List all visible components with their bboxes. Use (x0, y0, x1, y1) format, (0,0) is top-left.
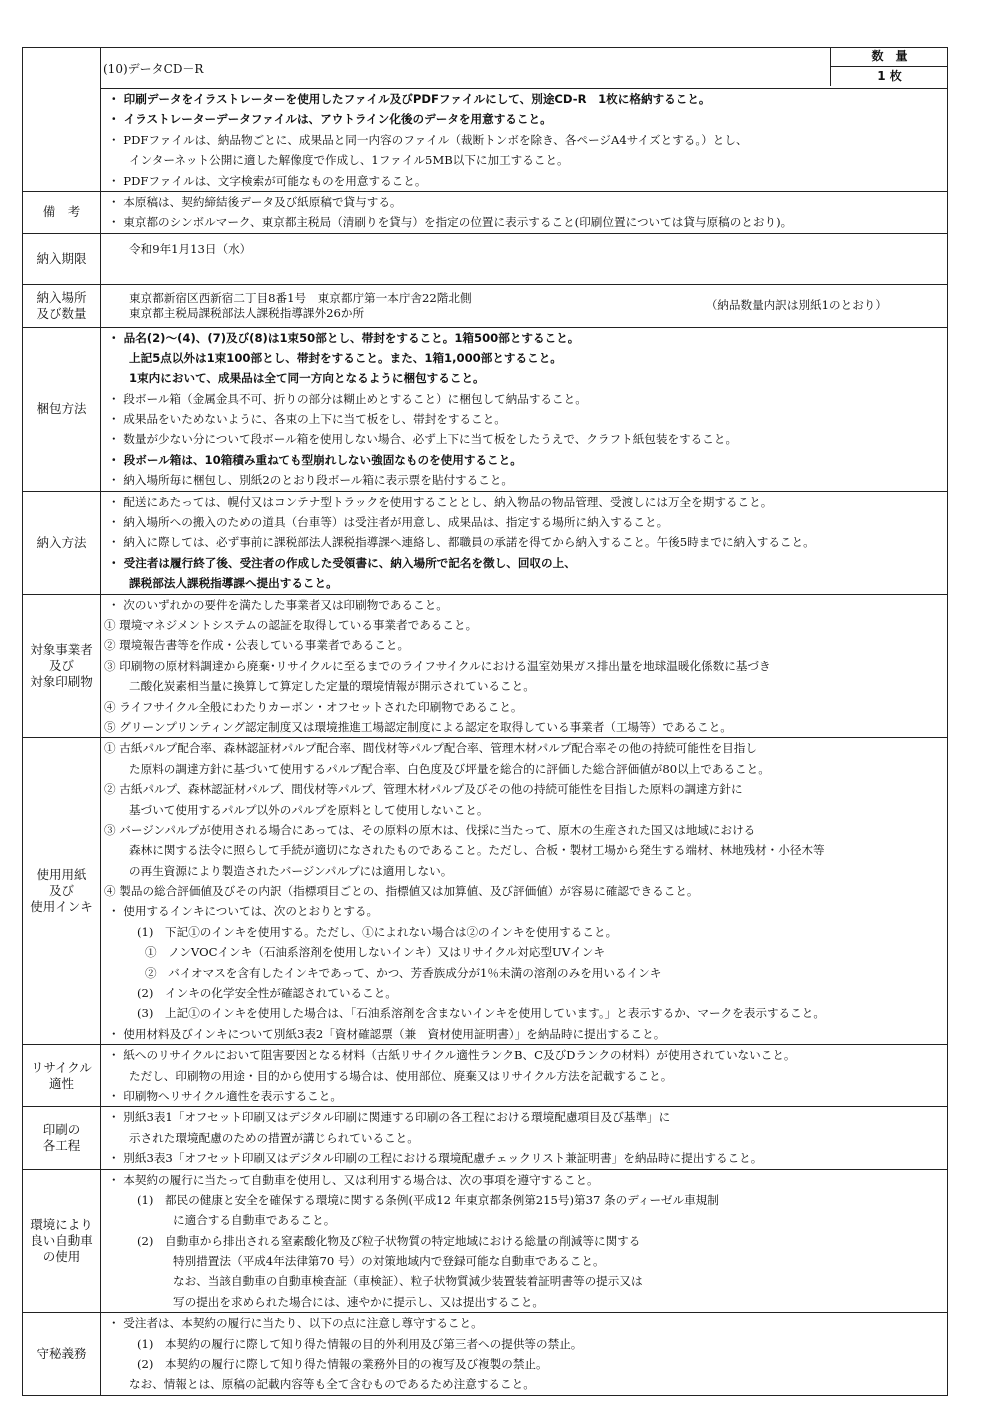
quantity-header: 数 量 (831, 47, 948, 67)
text-line: 東京都主税局課税部法人課税指導課外26か所 (129, 305, 365, 320)
text-line: ・ 印刷物へリサイクル適性を表示すること。 (108, 1088, 342, 1103)
text-line: なお、情報とは、原稿の記載内容等も全て含むものであるため注意すること。 (129, 1377, 535, 1392)
section-label-line: 使用インキ (30, 899, 93, 915)
section-label-line: 及び (48, 657, 74, 673)
text-line: ・ イラストレーターデータファイルは、アウトライン化後のデータを用意すること。 (108, 112, 552, 127)
text-line: 令和9年1月13日（水） (129, 241, 252, 256)
section-body (101, 327, 948, 491)
text-line: ③ 印刷物の原材料調達から廃棄･リサイクルに至るまでのライフサイクルにおける温室効果ガス排出量を地球温暖化係数に基づき (104, 658, 771, 673)
section-label (23, 1313, 101, 1396)
section-row (23, 594, 948, 738)
text-line: 課税部法人課税指導課へ提出すること。 (129, 576, 338, 591)
text-line: (2) インキの化学安全性が確認されていること。 (137, 986, 397, 1001)
section-label (23, 594, 101, 738)
section-body (101, 1169, 948, 1313)
text-line: ・ 使用材料及びインキについて別紙3表2「資材確認票（兼 資材使用証明書）」を納品時に提出すること。 (108, 1026, 666, 1041)
section-label-line: 納入方法 (36, 534, 87, 550)
text-line: ① 環境マネジメントシステムの認証を取得している事業者であること。 (104, 617, 478, 632)
text-line: ・ 紙へのリサイクルにおいて阻害要因となる材料（古紙リサイクル適性ランクB、C及びDランクの材料）が使用されていないこと。 (108, 1048, 796, 1063)
section-label (23, 284, 101, 327)
text-line: ・ 別紙3表3「オフセット印刷又はデジタル印刷の工程における環境配慮チェックリスト兼証明書」を納品時に提出すること。 (108, 1151, 763, 1166)
section-row (23, 491, 948, 594)
section-label-line: 適性 (48, 1075, 74, 1091)
section-label-line: 環境により (30, 1216, 93, 1232)
text-line: ・ 別紙3表1「オフセット印刷又はデジタル印刷に関連する印刷の各工程における環境配慮項目及び基準」に (108, 1110, 671, 1125)
section-body (101, 1107, 948, 1169)
text-line: インターネット公開に適した解像度で作成し、1ファイル5MB以下に加工すること。 (129, 153, 569, 168)
section-row (23, 233, 948, 284)
section-row (23, 738, 948, 1045)
text-line: なお、当該自動車の自動車検査証（車検証）、粒子状物質減少装置装着証明書等の提示又は (173, 1274, 643, 1289)
text-line: ・ 納入場所毎に梱包し、別紙2のとおり段ボール箱に表示票を貼付すること。 (108, 473, 514, 488)
quantity-box (830, 47, 948, 86)
text-line: ・ 本原稿は、契約締結後データ及び紙原稿で貸与する。 (108, 194, 402, 209)
section-label-line: 梱包方法 (36, 401, 87, 417)
text-line: 東京都新宿区西新宿二丁目8番1号 東京都庁第一本庁舎22階北側 (129, 290, 472, 305)
text-line: 森林に関する法令に照らして手続が適切になされたものであること。ただし、合板・製材工場から発生する端材、林地残材・小径木等 (129, 843, 825, 858)
text-line: ・ 納入場所への搬入のための道具（台車等）は受注者が用意し、成果品は、指定する場所に納入すること。 (108, 515, 669, 530)
text-line: の再生資源により製造されたバージンパルプには適用しない。 (129, 863, 453, 878)
delivery-quantity-note: （納品数量内訳は別紙1のとおり） (705, 297, 887, 312)
text-line: (3) 上記①のインキを使用した場合は、「石油系溶剤を含まないインキを使用しています。」と表示するか、マークを表示すること。 (137, 1006, 825, 1021)
section-row (23, 1313, 948, 1396)
section-row (23, 1169, 948, 1313)
section-label-line: 守秘義務 (36, 1346, 87, 1362)
section-label-line: 及び (48, 883, 74, 899)
section-body (101, 1313, 948, 1396)
section-label (23, 738, 101, 1045)
data-cd-body (101, 89, 948, 192)
text-line: ・ 使用するインキについては、次のとおりとする。 (108, 904, 379, 919)
section-body (101, 594, 948, 738)
text-line: た原料の調達方針に基づいて使用するパルプ配合率、白色度及び坪量を総合的に評価した総合評価値が80以上であること。 (129, 761, 770, 776)
data-cd-header-cell (101, 48, 948, 89)
text-line: ② 環境報告書等を作成・公表している事業者であること。 (104, 638, 410, 653)
section-row (23, 1107, 948, 1169)
text-line: (1) 都民の健康と安全を確保する環境に関する条例(平成12 年東京都条例第215号)第37 条のディーゼル車規制 (137, 1192, 719, 1207)
section-label-line: 対象印刷物 (30, 673, 93, 689)
section-label-line: リサイクル (31, 1059, 92, 1075)
section-body (101, 191, 948, 233)
section-body (101, 1045, 948, 1107)
text-line: 基づいて使用するパルプ以外のパルプを原料として使用しないこと。 (129, 802, 489, 817)
section-label (23, 233, 101, 284)
text-line: 二酸化炭素相当量に換算して算定した定量的環境情報が開示されていること。 (129, 679, 535, 694)
text-line: 特別措置法（平成4年法律第70 号）の対策地域内で登録可能な自動車であること。 (173, 1254, 605, 1269)
section-label (23, 1045, 101, 1107)
text-line: 1束内において、成果品は全て同一方向となるように梱包すること。 (129, 371, 485, 386)
text-line: ⑤ グリーンプリンティング認定制度又は環境推進工場認定制度による認定を取得している事業者（工場等）であること。 (104, 719, 732, 734)
data-cd-title: (10)データCD－R (103, 62, 204, 76)
text-line: ① 古紙パルプ配合率、森林認証材パルプ配合率、間伐材等パルプ配合率、管理木材パルプ配合率その他の持続可能性を目指し (104, 741, 757, 756)
text-line: ・ 東京都のシンボルマーク、東京都主税局（清刷りを貸与）を指定の位置に表示すること(印刷位置については貸与原稿のとおり)。 (108, 215, 793, 230)
section-row (23, 327, 948, 491)
text-line: ② 古紙パルプ、森林認証材パルプ、間伐材等パルプ、管理木材パルプ及びその他の持続可能性を目指した原料の調達方針に (104, 782, 743, 797)
text-line: 写の提出を求められた場合には、速やかに提示し、又は提出すること。 (173, 1294, 545, 1309)
text-line: に適合する自動車であること。 (173, 1213, 336, 1228)
section-label-line: 納入場所 (36, 289, 87, 305)
spec-table (22, 47, 948, 1396)
text-line: ・ 段ボール箱（金属金具不可、折りの部分は糊止めとすること）に梱包して納品すること。 (108, 391, 587, 406)
text-line: ② バイオマスを含有したインキであって、かつ、芳香族成分が1％未満の溶剤のみを用いるインキ (145, 965, 662, 980)
data-cd-body-row (23, 89, 948, 192)
text-line: 上記5点以外は1束100部とし、帯封をすること。また、1箱1,000部とすること。 (129, 350, 562, 365)
section-body (101, 284, 948, 327)
section-label-line: 納入期限 (36, 250, 87, 266)
text-line: ④ ライフサイクル全般にわたりカーボン・オフセットされた印刷物であること。 (104, 699, 523, 714)
text-line: ・ 本契約の履行に当たって自動車を使用し、又は利用する場合は、次の事項を遵守すること。 (108, 1172, 599, 1187)
text-line: ・ PDFファイルは、納品物ごとに、成果品と同一内容のファイル（裁断トンボを除き、各ページA4サイズとする。）とし、 (108, 132, 748, 147)
text-line: ① ノンVOCインキ（石油系溶剤を使用しないインキ）又はリサイクル対応型UVインキ (145, 945, 605, 960)
data-cd-label-cell (23, 48, 101, 192)
section-label-line: 各工程 (42, 1137, 81, 1153)
text-line: ・ 受注者は履行終了後、受注者の作成した受領書に、納入場所で記名を徴し、回収の上、 (108, 555, 576, 570)
section-body (101, 738, 948, 1045)
text-line: (1) 本契約の履行に際して知り得た情報の目的外利用及び第三者への提供等の禁止。 (137, 1336, 583, 1351)
text-line: (2) 自動車から排出される窒素酸化物及び粒子状物質の特定地域における総量の削減等に関する (137, 1233, 641, 1248)
text-line (101, 259, 947, 279)
section-label (23, 1169, 101, 1313)
section-label (23, 191, 101, 233)
section-label-line: の使用 (42, 1248, 81, 1264)
spec-sheet (22, 47, 947, 1396)
section-label-line: 印刷の (42, 1121, 81, 1137)
section-row (23, 1045, 948, 1107)
text-line: ・ 印刷データをイラストレーターを使用したファイル及びPDFファイルにして、別途CD-R 1枚に格納すること。 (108, 92, 711, 106)
text-line: ただし、印刷物の用途・目的から使用する場合は、使用部位、廃棄又はリサイクル方法を記載すること。 (129, 1068, 673, 1083)
text-line: (1) 下記①のインキを使用する。ただし、①によれない場合は②のインキを使用すること。 (137, 924, 618, 939)
text-line: ・ PDFファイルは、文字検索が可能なものを用意すること。 (108, 173, 427, 188)
section-body (101, 233, 948, 284)
section-label (23, 1107, 101, 1169)
text-line: ・ 配送にあたっては、幌付又はコンテナ型トラックを使用することとし、納入物品の物品管理、受渡しには万全を期すること。 (108, 494, 773, 509)
quantity-value: 1 枚 (877, 69, 902, 83)
section-row (23, 191, 948, 233)
text-line: ・ 段ボール箱は、10箱積み重ねても型崩れしない強固なものを使用すること。 (108, 452, 522, 467)
text-line: 示された環境配慮のための措置が講じられていること。 (129, 1130, 419, 1145)
text-line: ・ 納入に際しては、必ず事前に課税部法人課税指導課へ連絡し、都職員の承諾を得てから納入すること。午後5時までに納入すること。 (108, 535, 815, 550)
section-label (23, 327, 101, 491)
text-line: (2) 本契約の履行に際して知り得た情報の業務外目的の複写及び複製の禁止。 (137, 1357, 548, 1372)
section-label-line: 良い自動車 (30, 1232, 93, 1248)
text-line: ③ バージンパルプが使用される場合にあっては、その原料の原木は、伐採に当たって、原木の生産された国又は地域における (104, 822, 756, 837)
section-row (23, 284, 948, 327)
section-label-line: 及び数量 (36, 305, 87, 321)
section-label-line: 使用用紙 (36, 867, 87, 883)
text-line: ・ 受注者は、本契約の履行に当たり、以下の点に注意し尊守すること。 (108, 1316, 483, 1331)
data-cd-row (23, 48, 948, 89)
section-label-line: 備 考 (42, 204, 81, 220)
section-body (101, 491, 948, 594)
text-line: ・ 数量が少ない分について段ボール箱を使用しない場合、必ず上下に当て板をしたうえで、クラフト紙包装をすること。 (108, 432, 738, 447)
section-label-line: 対象事業者 (30, 641, 93, 657)
text-line: ④ 製品の総合評価値及びその内訳（指標項目ごとの、指標値又は加算値、及び評価値）が容易に確認できること。 (104, 884, 699, 899)
section-label (23, 491, 101, 594)
text-line: ・ 成果品をいためないように、各束の上下に当て板をし、帯封をすること。 (108, 412, 506, 427)
text-line: ・ 次のいずれかの要件を満たした事業者又は印刷物であること。 (108, 597, 448, 612)
text-line: ・ 品名(2)～(4)、(7)及び(8)は1束50部とし、帯封をすること。1箱500部とすること。 (108, 330, 580, 345)
